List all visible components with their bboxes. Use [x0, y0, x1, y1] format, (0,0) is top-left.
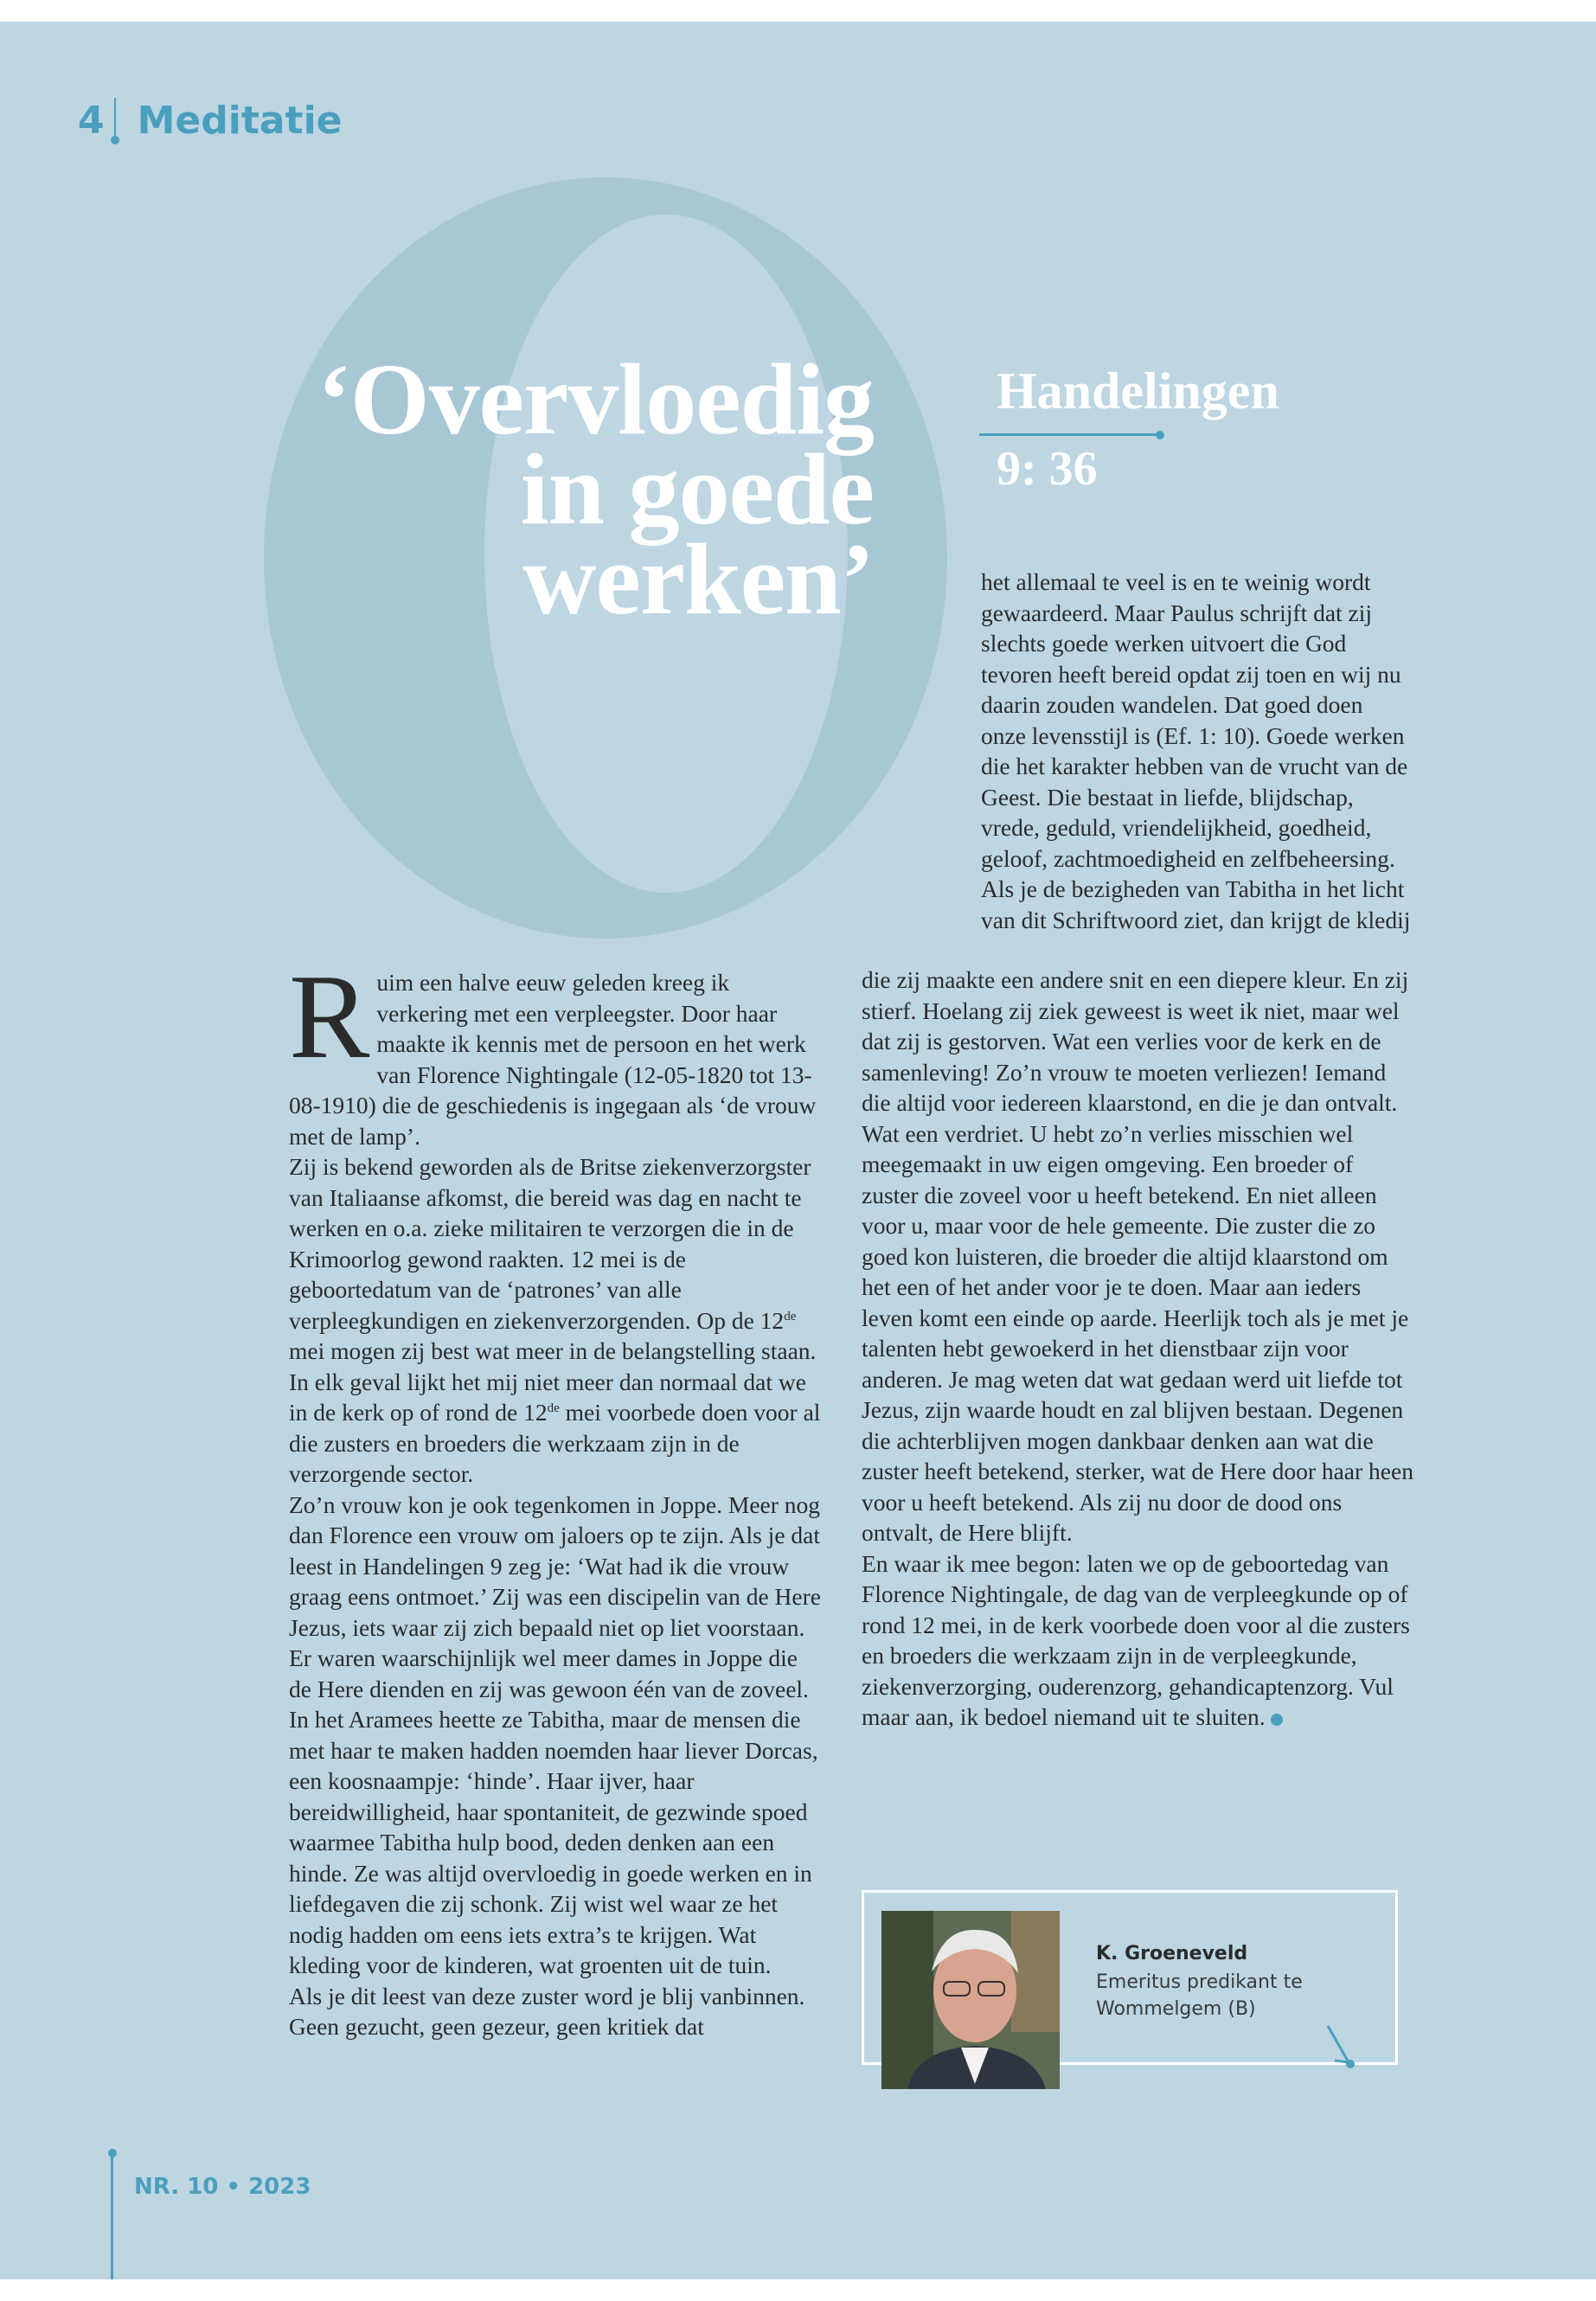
paragraph: In het Aramees heette ze Tabitha, maar de mensen die met haar te maken hadden noemden haar liever Dorcas, een koosnaampje: ‘hinde’. Haar ijver, haar bereidwilligheid, haar spontaniteit, de gezwinde spoed waarmee Tabitha hulp bood, deden denken aan een hinde. Ze was altijd overvloedig in goede werken en in liefdegaven die zij schonk. Zij wist wel waar ze het nodig hadden om eens iets extra’s te krijgen. Wat kleding voor de kinderen, wat groenten uit de tuin.: [289, 1706, 818, 1978]
magazine-page: [0, 22, 1596, 2279]
drop-cap: R: [289, 950, 370, 1084]
section-header: [78, 98, 343, 143]
article-column-left: [289, 950, 825, 2042]
title-line: werken’: [522, 522, 874, 636]
author-role: Emeritus predikant te Wommelgem (B): [1096, 1971, 1303, 2020]
paragraph: het allemaal te veel is en te weinig wordt gewaardeerd. Maar Paulus schrijft dat zij slechts goede werken uitvoert die God tevoren heeft bereid opdat zij toen en wij nu daarin zouden wandelen. Dat goed doen onze levensstijl is (Ef. 1: 10). Goede werken die het karakter hebben van de vrucht van de Geest. Die bestaat in liefde, blijdschap, vrede, geduld, vriendelijkheid, goedheid, geloof, zachtmoedigheid en zelfbeheersing. Als je de bezigheden van Tabitha in het licht van dit Schriftwoord ziet, dan krijgt de kledij: [981, 568, 1411, 933]
title-line: in goede: [520, 433, 874, 546]
title-line: ‘Overvloedig: [317, 343, 874, 456]
scripture-book: Handelingen: [997, 362, 1279, 420]
paragraph: Zij is bekend geworden als de Britse ziekenverzorgster van Italiaanse afkomst, die bereid was dag en nacht te werken en o.a. zieke militairen te verzorgen die in de Krimoorlog gewond raakten. 12 mei is de geboortedatum van de ‘patrones’ van alle verpleegkundigen en ziekenverzorgenden. Op de 12de mei mogen zij best wat meer in de belangstelling staan. In elk geval lijkt het mij niet meer dan normaal dat we in de kerk op of rond de 12de mei voorbede doen voor al die zusters en broeders die werkzaam zijn in de verzorgende sector.: [289, 1153, 821, 1487]
end-mark-icon: [1271, 1714, 1283, 1726]
issue-number: NR. 10 • 2023: [134, 2174, 311, 2200]
reference-divider: [979, 433, 1159, 436]
pointer-icon: [1323, 2022, 1357, 2074]
paragraph: Zo’n vrouw kon je ook tegenkomen in Joppe. Meer nog dan Florence een vrouw om jaloers op te zijn. Als je dat leest in Handelingen 9 zeg je: ‘Wat had ik die vrouw graag eens ontmoet.’ Zij was een discipelin van de Here Jezus, iets waar zij zich bepaald niet op liet voorstaan. Er waren waarschijnlijk wel meer dames in Joppe die de Here dienden en zij was gewoon één van de zoveel.: [289, 1490, 821, 1702]
page-number: 4: [78, 98, 105, 143]
article-column-right-top: [981, 567, 1413, 935]
footer-divider: [111, 2152, 113, 2279]
section-title: Meditatie: [137, 98, 343, 143]
paragraph: Ruim een halve eeuw geleden kreeg ik verkering met een verpleegster. Door haar maakte ik kennis met de persoon en het werk van Florence Nightingale (12-05-1820 tot 13-08-1910) die de geschiedenis is ingegaan als ‘de vrouw met de lamp’.: [289, 950, 817, 1150]
author-photo: [881, 1911, 1060, 2089]
scripture-verse: 9: 36: [997, 442, 1098, 496]
author-name: K. Groeneveld: [1096, 1943, 1248, 1965]
paragraph: En waar ik mee begon: laten we op de geboortedag van Florence Nightingale, de dag van de verpleegkunde op of rond 12 mei, in de kerk voorbede doen voor al die zusters en broeders die werkzaam zijn in de verpleegkunde, ziekenverzorging, ouderenzorg, gehandicaptenzorg. Vul maar aan, ik bedoel niemand uit te sluiten.: [862, 1549, 1410, 1730]
paragraph: die zij maakte een andere snit en een diepere kleur. En zij stierf. Hoelang zij ziek geweest is weet ik niet, maar wel dat zij is gestorven. Wat een verlies voor de kerk en de samenleving! Zo’n vrouw te moeten verliezen! Iemand die altijd voor iedereen klaarstond, en die je dan ontvalt. Wat een verdriet. U hebt zo’n verlies misschien wel meegemaakt in uw eigen omgeving. Een broeder of zuster die zoveel voor u heeft betekend. En niet alleen voor u, maar voor de hele gemeente. Die zuster die zo goed kon luisteren, die broeder die altijd klaarstond om het een of het ander voor je te doen. Maar aan ieders leven komt een einde op aarde. Heerlijk toch als je met je talenten hebt gewoekerd in het dienstbaar zijn voor anderen. Je mag weten dat wat gedaan werd uit liefde tot Jezus, zijn waarde houdt en zal blijven bestaan. Degenen die achterblijven mogen dankbaar denken aan wat die zuster heeft betekend, sterker, wat de Here door haar heen voor u heeft betekend. Als zij nu door de dood ons ontvalt, de Here blijft.: [862, 966, 1413, 1546]
paragraph: Als je dit leest van deze zuster word je blij vanbinnen. Geen gezucht, geen gezeur, geen kritiek dat: [289, 1982, 805, 2040]
article-column-right: [862, 965, 1415, 1733]
header-divider: [113, 98, 117, 143]
article-title: [260, 343, 874, 636]
author-box: [862, 1890, 1398, 2065]
